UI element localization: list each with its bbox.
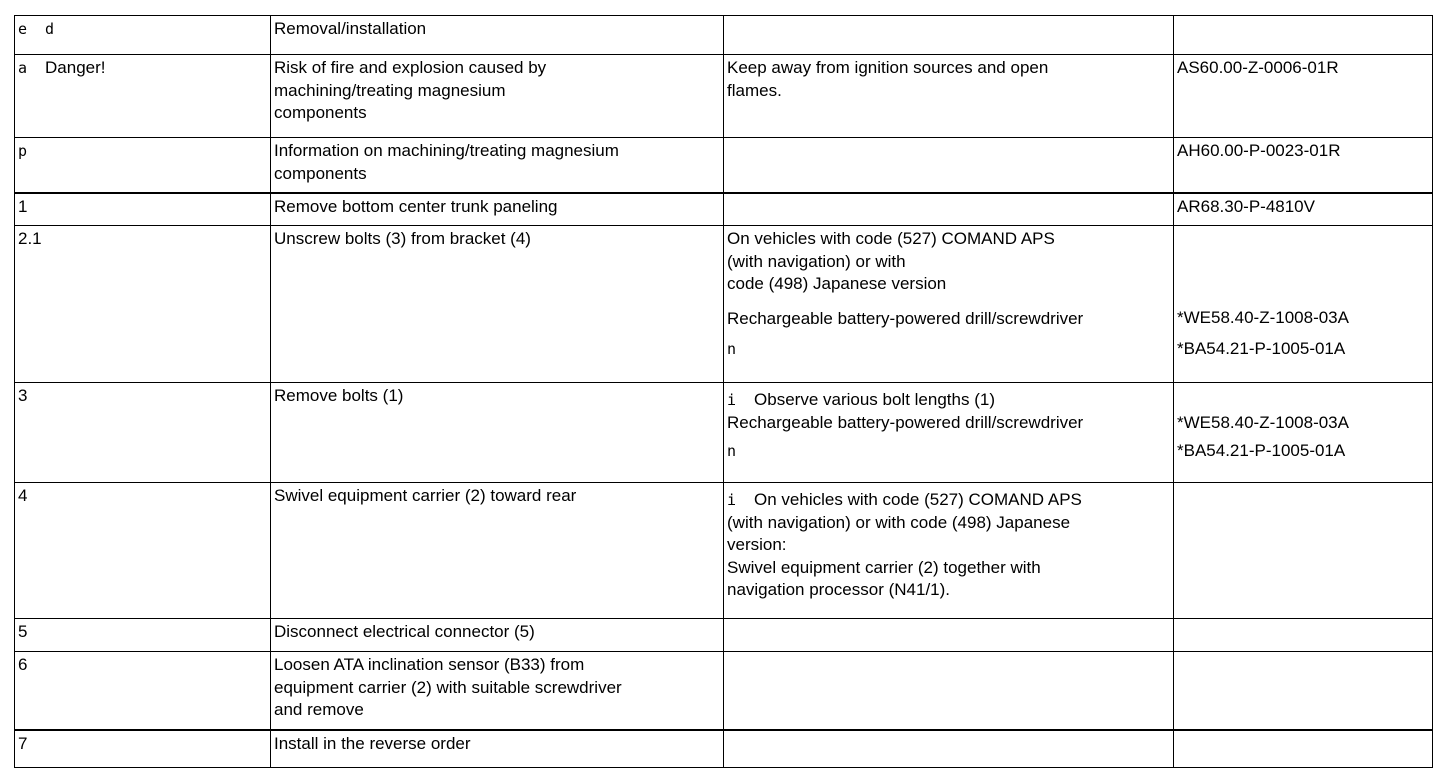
reference-link[interactable]: AR68.30-P-4810V — [1177, 196, 1315, 216]
table-row-info — [15, 138, 1433, 193]
danger-label: Danger! — [45, 58, 106, 77]
row-6-step-cell — [271, 483, 724, 619]
row-0-note-cell — [724, 16, 1174, 55]
note-line: (with navigation) or with code (498) Japanese — [727, 512, 1071, 532]
danger-text-line: machining/treating magnesium — [274, 80, 506, 100]
row-9-note-cell — [724, 730, 1174, 768]
step-number: 1 — [15, 193, 271, 226]
table-row-step — [15, 193, 1433, 226]
note-line: version: — [727, 535, 787, 554]
step-number: 7 — [15, 730, 271, 768]
note-line: On vehicles with code (527) COMAND APS — [727, 229, 1055, 248]
table-row-step — [15, 483, 1433, 619]
step-number: 3 — [15, 383, 271, 483]
step-number: 6 — [15, 652, 271, 730]
row-0-ref-cell — [1174, 16, 1433, 55]
row-9-step-cell — [271, 730, 724, 768]
reference-link[interactable]: *BA54.21-P-1005-01A — [1177, 440, 1346, 460]
tool-symbol-icon: n — [727, 442, 737, 460]
reference-link[interactable]: AS60.00-Z-0006-01R — [1177, 58, 1339, 77]
info-text-line: Information on machining/treating magnesium — [274, 141, 619, 160]
row-7-note-cell — [724, 619, 1174, 652]
row-2-note-cell — [724, 138, 1174, 193]
info-text-line: components — [274, 163, 367, 183]
step-text: Remove bottom center trunk paneling — [274, 196, 558, 216]
row-1-ref-cell — [1174, 55, 1433, 138]
note-line: code (498) Japanese version — [727, 274, 947, 293]
row-6-ref-cell — [1174, 483, 1433, 619]
row-7-ref-cell — [1174, 619, 1433, 652]
installation-symbol-icon: d — [45, 20, 55, 38]
table-row-danger — [15, 55, 1433, 138]
note-line: navigation processor (N41/1). — [727, 580, 951, 599]
step-text: Install in the reverse order — [274, 733, 471, 753]
danger-text-line: components — [274, 103, 367, 122]
info-symbol-icon: i — [727, 491, 737, 509]
section-title: Removal/installation — [274, 19, 427, 38]
step-number: 5 — [15, 619, 271, 652]
danger-note-line: Keep away from ignition sources and open — [727, 58, 1049, 77]
row-1-note-cell — [724, 55, 1174, 138]
row-1-marker-cell — [15, 55, 271, 138]
table-row-step — [15, 383, 1433, 483]
table-row-header — [15, 16, 1433, 55]
tool-line: Rechargeable battery-powered drill/screwdriver — [727, 412, 1084, 432]
step-number: 2.1 — [15, 226, 271, 383]
row-5-ref-cell — [1174, 383, 1433, 483]
note-line: Swivel equipment carrier (2) together with — [727, 557, 1041, 577]
removal-symbol-icon: e — [18, 20, 28, 38]
row-9-ref-cell — [1174, 730, 1433, 768]
procedure-table — [14, 15, 1433, 768]
row-4-note-cell — [724, 226, 1174, 383]
row-4-ref-cell — [1174, 226, 1433, 383]
step-text: Loosen ATA inclination sensor (B33) from — [274, 655, 585, 674]
note-line: On vehicles with code (527) COMAND APS — [754, 490, 1082, 509]
row-8-step-cell — [271, 652, 724, 730]
row-0-step-cell — [271, 16, 724, 55]
row-3-ref-cell — [1174, 193, 1433, 226]
danger-symbol-icon: a — [18, 59, 28, 77]
row-3-step-cell — [271, 193, 724, 226]
info-symbol-icon: p — [18, 142, 28, 160]
row-8-note-cell — [724, 652, 1174, 730]
row-2-marker-cell — [15, 138, 271, 193]
row-3-note-cell — [724, 193, 1174, 226]
note-line: Observe various bolt lengths (1) — [754, 390, 995, 409]
row-7-step-cell — [271, 619, 724, 652]
reference-link[interactable]: AH60.00-P-0023-01R — [1177, 141, 1341, 160]
row-5-step-cell — [271, 383, 724, 483]
table-row-step — [15, 619, 1433, 652]
tool-symbol-icon: n — [727, 340, 737, 358]
table-row-step — [15, 226, 1433, 383]
danger-note-line: flames. — [727, 80, 782, 100]
table-row-step — [15, 730, 1433, 768]
danger-text-line: Risk of fire and explosion caused by — [274, 58, 547, 77]
step-number: 4 — [15, 483, 271, 619]
info-symbol-icon: i — [727, 391, 737, 409]
row-2-ref-cell — [1174, 138, 1433, 193]
row-4-step-cell — [271, 226, 724, 383]
note-line: (with navigation) or with — [727, 251, 906, 271]
step-text: Swivel equipment carrier (2) toward rear — [274, 486, 577, 505]
row-0-marker-cell — [15, 16, 271, 55]
step-text: Remove bolts (1) — [274, 386, 404, 405]
reference-link[interactable]: *WE58.40-Z-1008-03A — [1177, 413, 1349, 432]
step-text: equipment carrier (2) with suitable screwdriver — [274, 677, 622, 697]
reference-link[interactable]: *BA54.21-P-1005-01A — [1177, 338, 1346, 358]
row-6-note-cell — [724, 483, 1174, 619]
tool-line: Rechargeable battery-powered drill/screwdriver — [727, 308, 1084, 328]
reference-link[interactable]: *WE58.40-Z-1008-03A — [1177, 308, 1349, 327]
row-5-note-cell — [724, 383, 1174, 483]
row-8-ref-cell — [1174, 652, 1433, 730]
step-text: and remove — [274, 700, 364, 719]
row-2-step-cell — [271, 138, 724, 193]
row-1-step-cell — [271, 55, 724, 138]
table-row-step — [15, 652, 1433, 730]
step-text: Disconnect electrical connector (5) — [274, 622, 535, 641]
step-text: Unscrew bolts (3) from bracket (4) — [274, 229, 531, 248]
